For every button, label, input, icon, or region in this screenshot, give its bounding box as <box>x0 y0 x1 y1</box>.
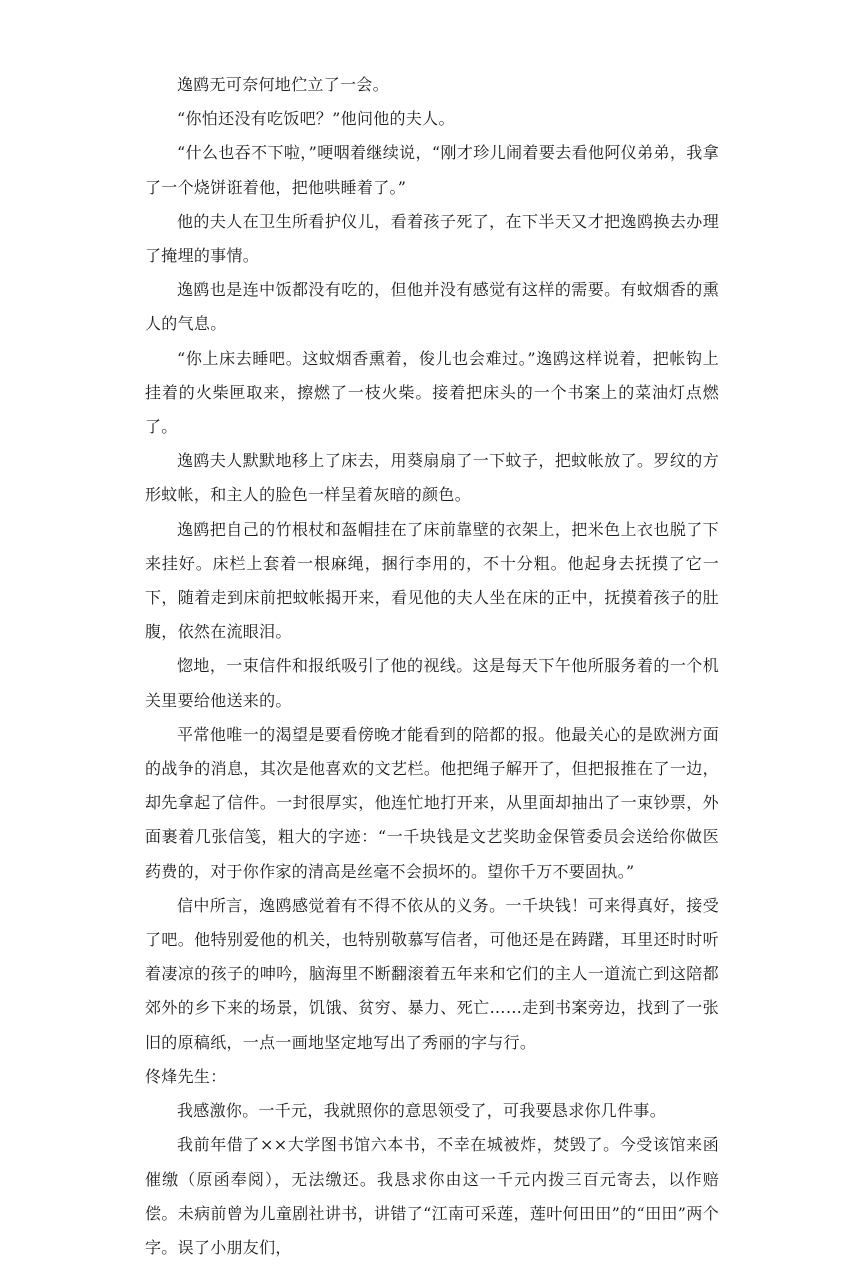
paragraph: “你怕还没有吃饭吧？”他问他的夫人。 <box>177 109 455 129</box>
paragraph: “你上床去睡吧。这蚊烟香熏着，俊儿也会难过。”逸鸥这样说着，把帐钩上挂着的火柴匣取来，擦燃了一枝火柴。接着把床头的一个书案上的菜油灯点燃了。 <box>145 348 719 437</box>
paragraph: 逸鸥夫人默默地移上了床去，用葵扇扇了一下蚊子，把蚊帐放了。罗纹的方形蚊帐，和主人的脸色一样呈着灰暗的颜色。 <box>145 451 719 505</box>
paragraph: 逸鸥无可奈何地伫立了一会。 <box>177 75 389 94</box>
body-text <box>145 68 719 1265</box>
paragraph: 我感激你。一千元，我就照你的意思领受了，可我要恳求你几件事。 <box>177 1101 667 1121</box>
paragraph: 逸鸥也是连中饭都没有吃的，但他并没有感觉有这样的需要。有蚊烟香的熏人的气息。 <box>145 280 719 334</box>
paragraph: 他的夫人在卫生所看护仪儿，看着孩子死了，在下半天又才把逸鸥换去办理了掩埋的事情。 <box>145 211 719 266</box>
paragraph: 我前年借了××大学图书馆六本书，不幸在城被炸，焚毁了。今受该馆来函催缴（原函奉阅），无法缴还。我恳求你由这一千元内拨三百元寄去，以作赔偿。未病前曾为儿童剧社讲书，讲错了“江南可采莲，莲叶何田田”的“田田”两个字。误了小朋友们， <box>145 1135 719 1257</box>
paragraph: 信中所言，逸鸥感觉着有不得不依从的义务。一千块钱！可来得真好，接受了吧。他特别爱他的机关，也特别敬慕写信者，可他还是在踌躇，耳里还时时听着凄凉的孩子的呻吟，脑海里不断翻滚着五年来和它们的主人一道流亡到这陪都郊外的乡下来的场景，饥饿、贫穷、暴力、死亡……走到书案旁边，找到了一张旧的原稿纸，一点一画地坚定地写出了秀丽的字与行。 <box>145 895 719 1052</box>
paragraph: 逸鸥把自己的竹根杖和盔帽挂在了床前靠壁的衣架上，把米色上衣也脱了下来挂好。床栏上套着一根麻绳，捆行李用的，不十分粗。他起身去抚摸了它一下，随着走到床前把蚊帐揭开来，看见他的夫人坐在床的正中，抚摸着孩子的肚腹，依然在流眼泪。 <box>145 519 719 642</box>
paragraph: 平常他唯一的渴望是要看傍晚才能看到的陪都的报。他最关心的是欧洲方面的战争的消息，其次是他喜欢的文艺栏。他把绳子解开了，但把报推在了一边，却先拿起了信件。一封很厚实，他连忙地打开来，从里面却抽出了一束钞票，外面裹着几张信笺，粗大的字迹：“一千块钱是文艺奖助金保管委员会送给你做医药费的，对于你作家的清高是丝毫不会损坏的。望你千万不要固执。” <box>145 724 719 881</box>
letter-salutation: 佟烽先生： <box>145 1066 227 1086</box>
paragraph: 惚地，一束信件和报纸吸引了他的视线。这是每天下午他所服务着的一个机关里要给他送来的。 <box>145 656 719 710</box>
paragraph: “什么也吞不下啦，”哽咽着继续说，“刚才珍儿闹着要去看他阿仪弟弟，我拿了一个烧饼诳着他，把他哄睡着了。” <box>145 143 719 197</box>
